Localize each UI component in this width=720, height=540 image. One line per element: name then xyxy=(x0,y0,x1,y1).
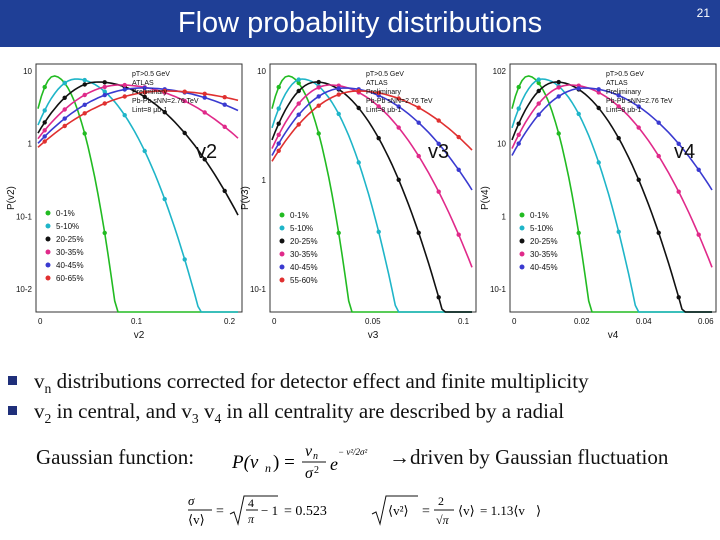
series-marker-v4-4 xyxy=(557,94,561,98)
bullet-2-sub-b: 3 xyxy=(191,411,199,427)
svg-text:σ: σ xyxy=(305,465,313,482)
x-tick-v3: 0 xyxy=(272,317,277,326)
series-marker-v4-4 xyxy=(517,141,521,145)
x-axis-label-v2: v2 xyxy=(133,330,145,341)
legend-marker-v4 xyxy=(520,226,525,231)
legend-marker-v4 xyxy=(520,265,525,270)
svg-text:n: n xyxy=(313,451,318,462)
series-marker-v2-2 xyxy=(43,120,47,124)
series-marker-v2-2 xyxy=(62,96,66,100)
series-marker-v2-4 xyxy=(203,95,207,99)
legend-label-v2: 5-10% xyxy=(56,222,80,231)
series-marker-v3-3 xyxy=(437,190,441,194)
series-marker-v3-5 xyxy=(357,89,361,93)
series-marker-v3-4 xyxy=(337,86,341,90)
series-marker-v2-4 xyxy=(83,103,87,107)
legend-label-v2: 60-65% xyxy=(56,274,84,283)
legend-label-v4: 0-1% xyxy=(530,211,549,220)
series-marker-v4-2 xyxy=(597,106,601,110)
series-marker-v3-1 xyxy=(297,77,301,81)
series-marker-v4-4 xyxy=(537,113,541,117)
series-marker-v4-3 xyxy=(677,190,681,194)
y-axis-label-v4: P(v4) xyxy=(480,186,491,210)
panel-label-v4: v4 xyxy=(674,141,696,163)
svg-text:⟨v²⟩: ⟨v²⟩ xyxy=(388,503,409,518)
panel-header-v4: Pb-Pb sNN=2.76 TeV xyxy=(606,98,673,105)
series-marker-v4-2 xyxy=(657,231,661,235)
series-marker-v2-4 xyxy=(223,103,227,107)
width-ratio-equation xyxy=(188,490,368,530)
series-marker-v3-1 xyxy=(277,106,281,110)
legend-label-v3: 40-45% xyxy=(290,263,318,272)
legend-label-v4: 30-35% xyxy=(530,250,558,259)
series-marker-v4-3 xyxy=(697,233,701,237)
gaussian-formula xyxy=(232,438,372,482)
legend-marker-v3 xyxy=(280,252,285,257)
svg-text:⟩: ⟩ xyxy=(536,503,542,518)
svg-text:√π: √π xyxy=(436,513,449,527)
series-marker-v3-2 xyxy=(377,136,381,140)
series-marker-v3-4 xyxy=(317,94,321,98)
bullet-2-sub-a: 2 xyxy=(44,411,52,427)
series-marker-v2-1 xyxy=(123,113,127,117)
legend-marker-v2 xyxy=(46,237,51,242)
y-tick-v2: 1 xyxy=(27,139,32,149)
x-tick-v3: 0.1 xyxy=(458,317,470,326)
bullet-mark xyxy=(8,376,17,385)
svg-text:π: π xyxy=(248,512,255,526)
series-marker-v4-1 xyxy=(577,112,581,116)
series-marker-v2-4 xyxy=(103,93,107,97)
x-tick-v2: 0 xyxy=(38,317,43,326)
legend-marker-v3 xyxy=(280,265,285,270)
series-marker-v4-3 xyxy=(637,125,641,129)
panel-header-v3: Pb-Pb sNN=2.76 TeV xyxy=(366,98,433,105)
series-marker-v2-3 xyxy=(123,83,127,87)
svg-text:⟨v⟩: ⟨v⟩ xyxy=(458,503,475,518)
panel-header-v4: pT>0.5 GeV xyxy=(606,71,644,78)
series-marker-v2-5 xyxy=(83,111,87,115)
series-marker-v4-1 xyxy=(617,230,621,234)
legend-label-v2: 20-25% xyxy=(56,235,84,244)
svg-text:⟨v⟩: ⟨v⟩ xyxy=(188,512,205,527)
y-axis-label-v2: P(v2) xyxy=(6,186,17,210)
legend-label-v4: 40-45% xyxy=(530,263,558,272)
series-marker-v3-0 xyxy=(337,231,341,235)
svg-text:σ: σ xyxy=(188,493,195,508)
legend-marker-v2 xyxy=(46,276,51,281)
series-marker-v3-4 xyxy=(297,113,301,117)
series-marker-v4-2 xyxy=(617,136,621,140)
legend-marker-v3 xyxy=(280,239,285,244)
panel-header-v2: ATLAS xyxy=(132,80,154,87)
bullet-1 xyxy=(8,366,589,396)
x-tick-v2: 0.1 xyxy=(131,317,143,326)
panel-header-v4: Preliminary xyxy=(606,89,642,96)
series-marker-v4-3 xyxy=(657,154,661,158)
bullet-mark xyxy=(8,406,17,415)
series-marker-v2-4 xyxy=(43,134,47,138)
series-marker-v3-4 xyxy=(417,121,421,125)
series-marker-v2-2 xyxy=(83,82,87,86)
bullet-2-text-d: in all centrality are described by a radial xyxy=(221,399,565,423)
y-tick-v4: 102 xyxy=(492,67,506,76)
series-marker-v4-2 xyxy=(637,178,641,182)
legend-marker-v2 xyxy=(46,224,51,229)
series-marker-v3-1 xyxy=(377,230,381,234)
series-marker-v4-2 xyxy=(677,295,681,299)
series-marker-v4-1 xyxy=(597,160,601,164)
mean-ratio-value: = 1.13⟨v xyxy=(480,503,525,518)
svg-text:2: 2 xyxy=(314,465,319,476)
legend-label-v3: 0-1% xyxy=(290,211,309,220)
series-marker-v2-3 xyxy=(223,125,227,129)
mean-ratio-equation xyxy=(370,490,550,530)
bullet-1-text-b: distributions corrected for detector effect and finite multiplicity xyxy=(51,369,589,393)
series-marker-v3-2 xyxy=(437,295,441,299)
series-marker-v3-3 xyxy=(277,133,281,137)
series-marker-v2-0 xyxy=(83,131,87,135)
series-marker-v3-0 xyxy=(277,85,281,89)
series-marker-v2-5 xyxy=(103,101,107,105)
series-marker-v3-3 xyxy=(317,85,321,89)
svg-text:) =: ) = xyxy=(273,452,295,473)
series-marker-v3-5 xyxy=(437,118,441,122)
series-marker-v3-0 xyxy=(317,131,321,135)
series-marker-v4-4 xyxy=(697,168,701,172)
series-marker-v4-0 xyxy=(577,231,581,235)
y-tick-v2: 10-2 xyxy=(15,285,32,294)
legend-marker-v2 xyxy=(46,211,51,216)
bullet-1-text-a: v xyxy=(34,369,45,393)
svg-text:=: = xyxy=(216,504,224,519)
svg-text:v: v xyxy=(305,443,313,460)
series-marker-v3-2 xyxy=(317,80,321,84)
panel-header-v4: Lint=8 μb-1 xyxy=(606,107,642,114)
series-marker-v2-1 xyxy=(83,78,87,82)
series-marker-v3-2 xyxy=(357,106,361,110)
series-marker-v2-4 xyxy=(62,116,66,120)
panel-header-v3: ATLAS xyxy=(366,80,388,87)
x-axis-label-v4: v4 xyxy=(607,330,619,341)
y-tick-v3: 10 xyxy=(257,67,266,76)
gaussian-label: Gaussian function: xyxy=(36,445,195,469)
legend-marker-v4 xyxy=(520,213,525,218)
svg-text:P(v: P(v xyxy=(232,452,259,473)
series-marker-v4-2 xyxy=(557,80,561,84)
series-marker-v4-4 xyxy=(597,87,601,91)
series-marker-v2-1 xyxy=(163,197,167,201)
svg-text:n: n xyxy=(265,461,271,475)
x-tick-v2: 0.2 xyxy=(224,317,236,326)
svg-text:− 1: − 1 xyxy=(261,503,279,518)
series-marker-v2-0 xyxy=(103,231,107,235)
series-marker-v2-3 xyxy=(62,107,66,111)
x-tick-v4: 0.06 xyxy=(698,317,714,326)
series-marker-v4-4 xyxy=(577,86,581,90)
series-marker-v2-3 xyxy=(43,128,47,132)
two-numerator: 2 xyxy=(438,494,444,508)
width-ratio-value: = 0.523 xyxy=(284,504,327,519)
legend-label-v3: 5-10% xyxy=(290,224,314,233)
series-curve-v2-4 xyxy=(38,88,238,143)
legend-marker-v3 xyxy=(280,226,285,231)
y-tick-v4: 10-1 xyxy=(489,285,506,294)
y-tick-v4: 10 xyxy=(497,139,506,149)
series-marker-v2-5 xyxy=(183,90,187,94)
series-marker-v2-5 xyxy=(43,139,47,143)
series-marker-v2-3 xyxy=(103,85,107,89)
series-marker-v2-3 xyxy=(203,110,207,114)
legend-label-v4: 20-25% xyxy=(530,237,558,246)
series-marker-v4-1 xyxy=(517,106,521,110)
series-marker-v2-5 xyxy=(123,94,127,98)
legend-marker-v4 xyxy=(520,252,525,257)
bullet-list xyxy=(8,366,589,426)
bullet-2-text-b: in central, and v xyxy=(51,399,192,423)
panel-label-v2: v2 xyxy=(196,141,218,163)
svg-text:− v²/2σ²: − v²/2σ² xyxy=(338,447,368,457)
legend-label-v2: 0-1% xyxy=(56,209,75,218)
series-marker-v2-2 xyxy=(183,131,187,135)
x-tick-v4: 0.04 xyxy=(636,317,652,326)
panel-header-v3: pT>0.5 GeV xyxy=(366,71,404,78)
driven-text: →driven by Gaussian fluctuation xyxy=(389,445,669,469)
legend-label-v3: 30-35% xyxy=(290,250,318,259)
panel-header-v3: Lint=8 μb-1 xyxy=(366,107,402,114)
legend-label-v2: 30-35% xyxy=(56,248,84,257)
series-marker-v2-0 xyxy=(43,85,47,89)
series-marker-v2-5 xyxy=(223,95,227,99)
y-tick-v4: 1 xyxy=(501,212,506,222)
svg-text:=: = xyxy=(422,504,430,519)
series-marker-v3-5 xyxy=(317,104,321,108)
series-marker-v2-1 xyxy=(62,81,66,85)
svg-text:e: e xyxy=(330,454,338,474)
series-marker-v3-1 xyxy=(357,160,361,164)
series-marker-v2-2 xyxy=(103,80,107,84)
series-marker-v2-5 xyxy=(62,124,66,128)
svg-text:4: 4 xyxy=(248,496,254,510)
series-marker-v4-2 xyxy=(517,122,521,126)
series-marker-v3-2 xyxy=(297,89,301,93)
y-tick-v2: 10-1 xyxy=(15,212,32,222)
series-marker-v4-0 xyxy=(557,131,561,135)
series-marker-v4-2 xyxy=(537,89,541,93)
panel-header-v2: Preliminary xyxy=(132,89,168,96)
series-marker-v3-2 xyxy=(417,231,421,235)
series-marker-v2-5 xyxy=(203,92,207,96)
series-marker-v3-5 xyxy=(457,135,461,139)
series-marker-v3-2 xyxy=(277,122,281,126)
series-marker-v3-5 xyxy=(417,106,421,110)
bullet-2 xyxy=(8,396,589,426)
legend-marker-v2 xyxy=(46,263,51,268)
series-marker-v2-3 xyxy=(83,93,87,97)
series-marker-v4-3 xyxy=(557,85,561,89)
x-tick-v4: 0.02 xyxy=(574,317,590,326)
slide-title: Flow probability distributions xyxy=(177,7,543,39)
series-marker-v3-3 xyxy=(417,154,421,158)
series-marker-v4-3 xyxy=(537,101,541,105)
series-marker-v4-0 xyxy=(517,85,521,89)
x-axis-label-v3: v3 xyxy=(367,330,379,341)
x-tick-v3: 0.05 xyxy=(365,317,381,326)
series-marker-v4-3 xyxy=(517,133,521,137)
y-axis-label-v3: P(v3) xyxy=(240,186,251,210)
panel-header-v3: Preliminary xyxy=(366,89,402,96)
legend-label-v3: 20-25% xyxy=(290,237,318,246)
series-marker-v2-2 xyxy=(223,189,227,193)
legend-label-v3: 55-60% xyxy=(290,276,318,285)
series-marker-v3-3 xyxy=(297,101,301,105)
y-tick-v3: 10-1 xyxy=(249,285,266,294)
series-marker-v3-4 xyxy=(277,141,281,145)
panel-label-v3: v3 xyxy=(428,141,450,163)
bullet-2-sub-c: 4 xyxy=(214,411,222,427)
bullet-2-text-c: v xyxy=(198,399,215,423)
bullet-2-text-a: v xyxy=(34,399,45,423)
y-tick-v2: 10 xyxy=(23,67,32,76)
series-marker-v3-4 xyxy=(457,168,461,172)
legend-marker-v4 xyxy=(520,239,525,244)
slide-number: 21 xyxy=(696,6,710,20)
panel-header-v2: Pb-Pb sNN=2.76 TeV xyxy=(132,98,199,105)
legend-marker-v2 xyxy=(46,250,51,255)
series-marker-v3-5 xyxy=(297,122,301,126)
y-tick-v3: 1 xyxy=(261,176,266,185)
series-marker-v3-5 xyxy=(277,149,281,153)
legend-label-v4: 5-10% xyxy=(530,224,554,233)
series-marker-v2-4 xyxy=(123,87,127,91)
series-marker-v2-1 xyxy=(143,149,147,153)
x-tick-v4: 0 xyxy=(512,317,517,326)
series-marker-v2-1 xyxy=(183,257,187,261)
series-marker-v2-1 xyxy=(43,108,47,112)
legend-label-v2: 40-45% xyxy=(56,261,84,270)
legend-marker-v3 xyxy=(280,213,285,218)
panel-header-v2: pT>0.5 GeV xyxy=(132,71,170,78)
legend-marker-v3 xyxy=(280,278,285,283)
series-marker-v3-1 xyxy=(337,112,341,116)
bullet-1-sub: n xyxy=(44,381,52,397)
series-marker-v4-4 xyxy=(657,121,661,125)
series-marker-v4-1 xyxy=(537,77,541,81)
flow-distribution-figure xyxy=(0,60,720,350)
series-marker-v3-3 xyxy=(397,125,401,129)
series-marker-v3-5 xyxy=(337,92,341,96)
panel-header-v4: ATLAS xyxy=(606,80,628,87)
panel-header-v2: Lint=8 μb-1 xyxy=(132,107,168,114)
series-marker-v3-2 xyxy=(397,178,401,182)
series-marker-v3-3 xyxy=(457,233,461,237)
